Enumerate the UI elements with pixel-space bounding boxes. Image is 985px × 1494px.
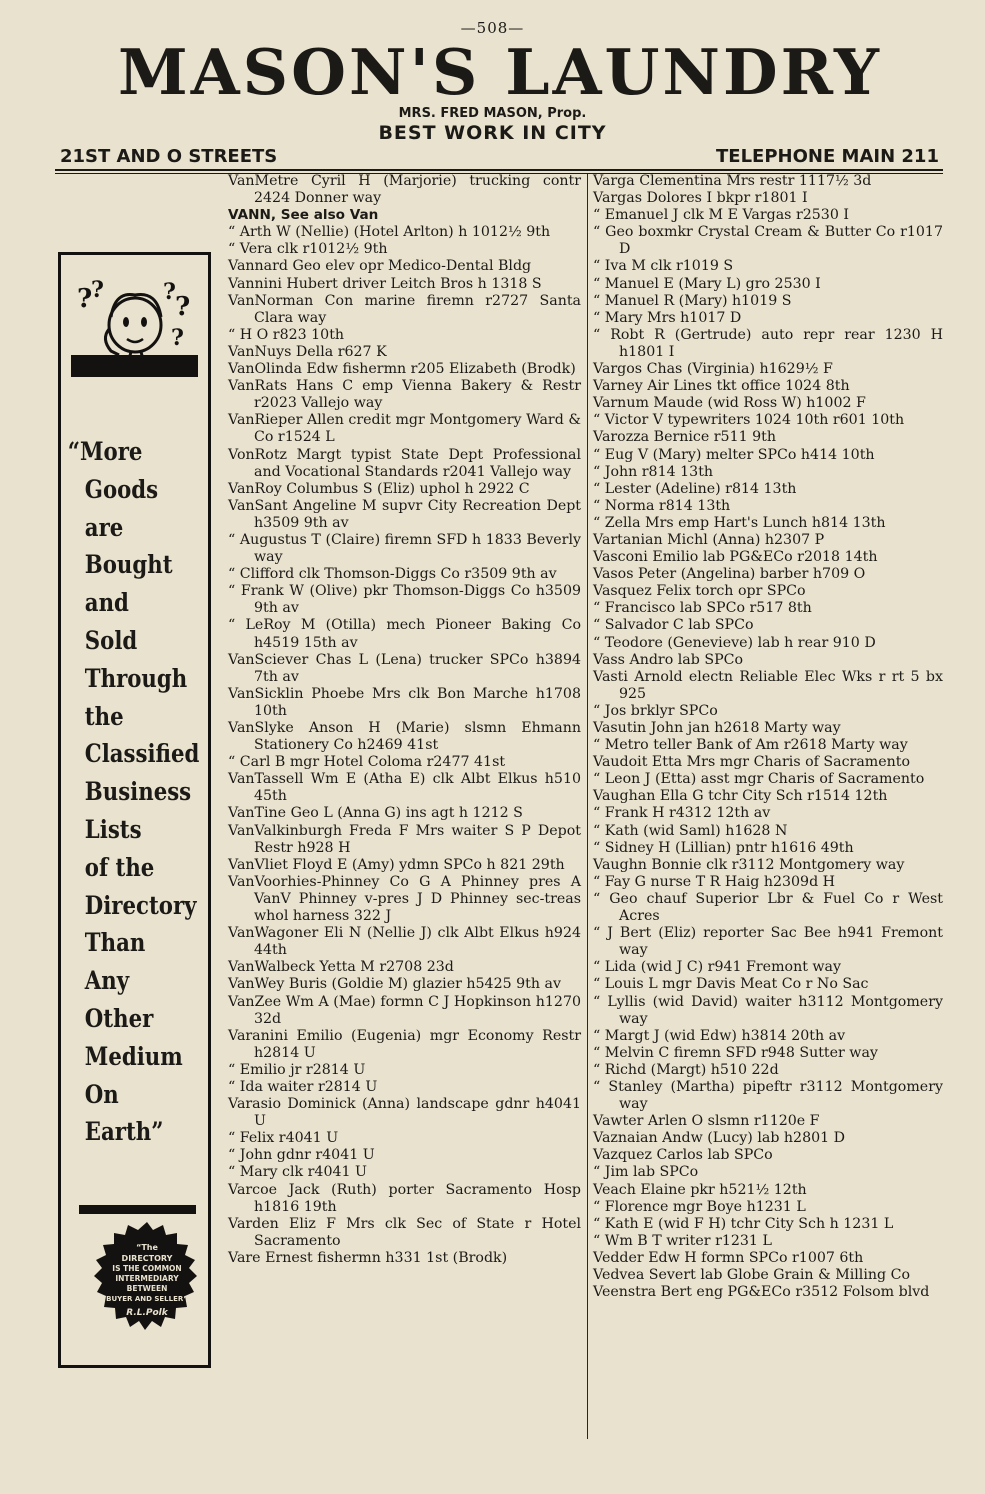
- header-rule: [55, 169, 943, 171]
- business-name-banner: MASON'S LAUNDRY: [117, 35, 883, 109]
- slogan: BEST WORK IN CITY: [378, 122, 607, 144]
- directory-entry: “ Manuel E (Mary L) gro 2530 I: [593, 275, 821, 292]
- directory-entry: VanRoy Columbus S (Eliz) uphol h 2922 C: [228, 480, 530, 497]
- svg-text:?: ?: [77, 284, 93, 314]
- directory-entry: “ Jim lab SPCo: [593, 1164, 699, 1181]
- directory-entry: Vaughn Bonnie clk r3112 Montgomery way: [593, 856, 905, 873]
- quote-line: Than: [84, 928, 146, 958]
- directory-entry: VanSlyke Anson H (Marie) slsmn Ehmann Stationery Co h2469 41st: [228, 720, 581, 754]
- directory-entry: “ Melvin C firemn SFD r948 Sutter way: [593, 1044, 878, 1061]
- directory-entry: VanVliet Floyd E (Amy) ydmn SPCo h 821 29th: [228, 856, 565, 873]
- quote-line: Classified: [84, 739, 200, 769]
- directory-entry: “ Felix r4041 U: [228, 1130, 339, 1147]
- quote-line: Business: [84, 777, 192, 807]
- directory-entry: VanSicklin Phoebe Mrs clk Bon Marche h1708 10th: [228, 685, 581, 719]
- directory-entry: “ Louis L mgr Davis Meat Co r No Sac: [593, 976, 869, 993]
- directory-cross-reference: VANN, See also Van: [228, 207, 379, 224]
- directory-entry: Vargas Dolores I bkpr r1801 I: [593, 190, 808, 207]
- directory-entry: “ Wm B T writer r1231 L: [593, 1232, 772, 1249]
- directory-entry: Varga Clementina Mrs restr 1117½ 3d: [593, 173, 872, 189]
- directory-entry: “ Jos brklyr SPCo: [593, 702, 718, 719]
- directory-entry: “ Clifford clk Thomson-Diggs Co r3509 9th av: [228, 566, 557, 583]
- directory-entry: Vare Ernest fishermn h331 1st (Brodk): [228, 1249, 508, 1266]
- quote-line: Earth”: [84, 1117, 164, 1147]
- business-address: 21ST AND O STREETS: [60, 146, 278, 167]
- directory-entry: “ Norma r814 13th: [593, 497, 731, 514]
- directory-entry: Vasos Peter (Angelina) barber h709 O: [593, 566, 866, 583]
- quote-line: Sold: [84, 625, 138, 655]
- page-number: —508—: [460, 19, 525, 37]
- directory-advertisement-box: [58, 252, 211, 1368]
- directory-entry: “ Francisco lab SPCo r517 8th: [593, 600, 812, 617]
- directory-entry: “ John r814 13th: [593, 463, 714, 480]
- directory-entry: “ Mary Mrs h1017 D: [593, 309, 742, 326]
- quote-line: Lists: [84, 814, 142, 844]
- directory-entry: “ Frank W (Olive) pkr Thomson-Diggs Co h3509 9th av: [228, 583, 581, 617]
- directory-entry: VanOlinda Edw fishermn r205 Elizabeth (Brodk): [228, 361, 576, 378]
- quote-line: Other: [84, 1003, 154, 1033]
- directory-entry: VanRieper Allen credit mgr Montgomery Ward & Co r1524 L: [228, 412, 581, 446]
- directory-entry: “ Carl B mgr Hotel Coloma r2477 41st: [228, 754, 506, 771]
- directory-entry: “ Ida waiter r2814 U: [228, 1078, 378, 1095]
- directory-entry: Vannini Hubert driver Leitch Bros h 1318 S: [228, 275, 542, 292]
- quote-line: Any: [84, 966, 130, 996]
- svg-text:?: ?: [163, 279, 176, 305]
- directory-entry: “ Emilio jr r2814 U: [228, 1061, 366, 1078]
- directory-entry: “ H O r823 10th: [228, 326, 345, 343]
- directory-entry: “ Arth W (Nellie) (Hotel Arlton) h 1012½ 9th: [228, 224, 551, 241]
- directory-entry: Veenstra Bert eng PG&ECo r3512 Folsom blvd: [593, 1284, 930, 1301]
- directory-entry: Vartanian Michl (Anna) h2307 P: [593, 531, 825, 548]
- quote-line: “More: [67, 437, 143, 466]
- directory-entry: “ Lester (Adeline) r814 13th: [593, 480, 797, 497]
- directory-entry: “ Kath E (wid F H) tchr City Sch h 1231 L: [593, 1215, 894, 1232]
- directory-entry: VanWalbeck Yetta M r2708 23d: [228, 959, 454, 976]
- svg-text:?: ?: [91, 277, 104, 303]
- directory-entry: Vasutin John jan h2618 Marty way: [593, 720, 841, 736]
- directory-entry: VanRats Hans C emp Vienna Bakery & Restr r2023 Vallejo way: [228, 378, 581, 412]
- directory-entry: “ Margt J (wid Edw) h3814 20th av: [593, 1027, 846, 1044]
- directory-entry: “ Augustus T (Claire) firemn SFD h 1833 Beverly way: [228, 531, 581, 566]
- column-divider: [587, 174, 588, 1439]
- directory-entry: Vasti Arnold electn Reliable Elec Wks r rt 5 bx 925: [593, 668, 943, 702]
- directory-entry: “ Kath (wid Saml) h1628 N: [593, 822, 788, 839]
- directory-entry: Vedvea Severt lab Globe Grain & Milling Co: [593, 1267, 911, 1283]
- svg-text:?: ?: [175, 292, 191, 322]
- directory-entry: VanWey Buris (Goldie M) glazier h5425 9th av: [228, 976, 561, 993]
- business-telephone: TELEPHONE MAIN 211: [716, 146, 939, 167]
- directory-entry: Vasconi Emilio lab PG&ECo r2018 14th: [593, 549, 878, 566]
- directory-entry: “ Fay G nurse T R Haig h2309d H: [593, 873, 836, 890]
- directory-entry: VanSciever Chas L (Lena) trucker SPCo h3894 7th av: [228, 651, 581, 685]
- directory-entry: VanZee Wm A (Mae) formn C J Hopkinson h1270 32d: [228, 993, 581, 1027]
- directory-entry: Varozza Bernice r511 9th: [593, 429, 777, 446]
- directory-entry: “ Mary clk r4041 U: [228, 1164, 368, 1181]
- seal-line: “The: [136, 1243, 158, 1252]
- quote-line: Directory: [84, 890, 197, 920]
- puzzled-figure-icon: [71, 267, 198, 377]
- directory-entry: “ Lyllis (wid David) waiter h3112 Montgomery way: [593, 993, 943, 1027]
- seal-line: INTERMEDIARY: [115, 1274, 179, 1283]
- directory-entry: VanNorman Con marine firemn r2727 Santa Clara way: [228, 292, 581, 326]
- directory-entry: “ Manuel R (Mary) h1019 S: [593, 292, 792, 309]
- quote-line: Bought: [84, 550, 173, 580]
- directory-entry: VanMetre Cyril H (Marjorie) trucking contr 2424 Donner way: [228, 173, 581, 207]
- directory-entry: Vasquez Felix torch opr SPCo: [593, 583, 806, 600]
- directory-entry: Vargos Chas (Virginia) h1629½ F: [593, 361, 833, 378]
- seal-line: BETWEEN: [126, 1284, 168, 1293]
- directory-entry: VanSant Angeline M supvr City Recreation Dept h3509 9th av: [228, 497, 581, 531]
- directory-entry: VonRotz Margt typist State Dept Professional and Vocational Standards r2041 Vallejo way: [228, 446, 581, 480]
- directory-entry: Vaznaian Andw (Lucy) lab h2801 D: [593, 1130, 846, 1147]
- quote-line: are: [84, 512, 124, 542]
- directory-entry: “ J Bert (Eliz) reporter Sac Bee h941 Fremont way: [593, 925, 943, 959]
- directory-entry: Varcoe Jack (Ruth) porter Sacramento Hosp h1816 19th: [228, 1181, 581, 1215]
- directory-seal-icon: [87, 1220, 207, 1340]
- directory-entry: VanTassell Wm E (Atha E) clk Albt Elkus h510 45th: [228, 771, 581, 805]
- directory-entry: “ Stanley (Martha) pipeftr r3112 Montgomery way: [593, 1078, 943, 1113]
- seal-signature: R.L.Polk: [126, 1308, 168, 1318]
- directory-entry: Vedder Edw H formn SPCo r1007 6th: [593, 1249, 864, 1266]
- directory-entry: “ Salvador C lab SPCo: [593, 617, 754, 634]
- directory-entry: Vazquez Carlos lab SPCo: [593, 1147, 773, 1164]
- quote-line: the: [84, 701, 124, 731]
- quote-line: Medium: [84, 1041, 183, 1071]
- directory-entry: VanValkinburgh Freda F Mrs waiter S P Depot Restr h928 H: [228, 822, 581, 856]
- directory-entry: “ Lida (wid J C) r941 Fremont way: [593, 959, 842, 976]
- directory-entry: “ Zella Mrs emp Hart's Lunch h814 13th: [593, 514, 886, 531]
- directory-entry: “ Sidney H (Lillian) pntr h1616 49th: [593, 839, 854, 856]
- directory-entry: “ Victor V typewriters 1024 10th r601 10th: [593, 412, 905, 429]
- directory-entry: “ Florence mgr Boye h1231 L: [593, 1198, 806, 1215]
- directory-entry: “ LeRoy M (Otilla) mech Pioneer Baking Co h4519 15th av: [228, 617, 581, 651]
- directory-entry: “ Frank H r4312 12th av: [593, 805, 771, 822]
- directory-entry: “ Iva M clk r1019 S: [593, 258, 734, 275]
- directory-entry: “ Robt R (Gertrude) auto repr rear 1230 H h1801 I: [593, 326, 943, 360]
- directory-column-right: [593, 173, 943, 1301]
- seal-line: BUYER AND SELLER”: [106, 1295, 188, 1303]
- directory-entry: “ Geo boxmkr Crystal Cream & Butter Co r1017 D: [593, 224, 943, 258]
- directory-entry: Varanini Emilio (Eugenia) mgr Economy Restr h2814 U: [228, 1027, 581, 1061]
- directory-entry: “ Leon J (Etta) asst mgr Charis of Sacramento: [593, 771, 925, 788]
- advertisement-divider-bar: [79, 1205, 196, 1214]
- directory-entry: VanWagoner Eli N (Nellie J) clk Albt Elkus h924 44th: [228, 925, 581, 959]
- directory-entry: Vaughan Ella G tchr City Sch r1514 12th: [593, 788, 888, 805]
- directory-entry: Varney Air Lines tkt office 1024 8th: [593, 378, 850, 395]
- directory-entry: Veach Elaine pkr h521½ 12th: [593, 1181, 807, 1198]
- directory-entry: “ Emanuel J clk M E Vargas r2530 I: [593, 207, 849, 224]
- directory-entry: Varden Eliz F Mrs clk Sec of State r Hotel Sacramento: [228, 1215, 581, 1249]
- directory-entry: VanTine Geo L (Anna G) ins agt h 1212 S: [228, 805, 523, 822]
- directory-entry: Vawter Arlen O slsmn r1120e F: [593, 1113, 820, 1130]
- quote-line: of the: [84, 852, 155, 882]
- directory-entry: Varnum Maude (wid Ross W) h1002 F: [593, 395, 866, 412]
- quote-line: Through: [84, 663, 188, 693]
- directory-entry: “ Richd (Margt) h510 22d: [593, 1061, 779, 1078]
- advertisement-quote: [61, 433, 208, 1151]
- directory-column-left: [228, 173, 581, 1267]
- directory-entry: Vannard Geo elev opr Medico-Dental Bldg: [228, 258, 532, 275]
- directory-entry: “ Geo chauf Superior Lbr & Fuel Co r West Acres: [593, 890, 943, 925]
- seal-line: IS THE COMMON: [112, 1264, 182, 1273]
- quote-line: On: [84, 1079, 119, 1109]
- directory-entry: VanNuys Della r627 K: [228, 343, 387, 360]
- directory-entry: VanVoorhies-Phinney Co G A Phinney pres A VanV Phinney v-pres J D Phinney sec-treas whol harness 322 J: [228, 873, 581, 925]
- directory-entry: “ Metro teller Bank of Am r2618 Marty way: [593, 737, 908, 754]
- svg-text:?: ?: [171, 325, 184, 351]
- directory-entry: “ Teodore (Genevieve) lab h rear 910 D: [593, 634, 876, 651]
- directory-entry: Varasio Dominick (Anna) landscape gdnr h4041 U: [228, 1096, 581, 1130]
- directory-entry: Vaudoit Etta Mrs mgr Charis of Sacramento: [593, 754, 911, 771]
- proprietor-line: MRS. FRED MASON, Prop.: [398, 106, 587, 121]
- directory-entry: Vass Andro lab SPCo: [593, 651, 744, 668]
- seal-line: DIRECTORY: [121, 1254, 173, 1263]
- quote-line: Goods: [84, 474, 159, 504]
- directory-entry: “ Vera clk r1012½ 9th: [228, 241, 388, 258]
- quote-line: and: [84, 588, 129, 618]
- directory-entry: “ Eug V (Mary) melter SPCo h414 10th: [593, 446, 875, 463]
- directory-entry: “ John gdnr r4041 U: [228, 1147, 375, 1164]
